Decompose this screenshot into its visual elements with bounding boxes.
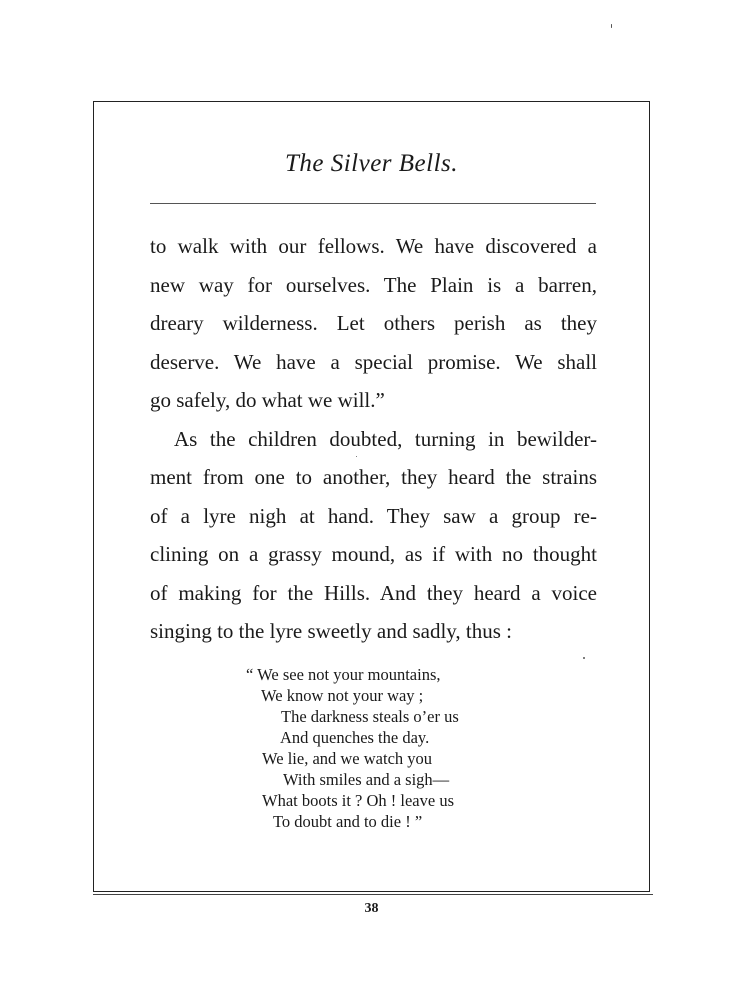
body-line: of making for the Hills. And they heard a voice (150, 580, 597, 605)
body-line: dreary wilderness. Let others perish as they (150, 311, 597, 335)
print-speck (356, 456, 357, 457)
body-text (150, 227, 597, 651)
body-line: As the children doubted, turning in bewilder- (174, 426, 597, 451)
poem-line: We lie, and we watch you (262, 749, 433, 768)
poem (246, 664, 459, 832)
poem-line: With smiles and a sigh— (283, 770, 450, 789)
body-line: to walk with our fellows. We have discovered a (150, 234, 597, 258)
body-line: go safely, do what we will.” (150, 388, 385, 412)
frame-bottom-rule (93, 894, 653, 895)
head-rule (150, 203, 596, 204)
body-line: of a lyre nigh at hand. They saw a group re- (150, 503, 597, 528)
body-line: new way for ourselves. The Plain is a barren, (150, 272, 597, 297)
poem-line: “ We see not your mountains, (246, 665, 441, 684)
body-line: singing to the lyre sweetly and sadly, thus : (150, 619, 513, 643)
poem-line: We know not your way ; (261, 686, 424, 705)
body-line: ment from one to another, they heard the strains (150, 465, 597, 489)
poem-line: The darkness steals o’er us (281, 707, 459, 726)
body-line: clining on a grassy mound, as if with no thought (150, 542, 597, 566)
print-speck (583, 657, 585, 659)
page-number: 38 (364, 901, 379, 916)
poem-line: What boots it ? Oh ! leave us (262, 791, 454, 810)
poem-line: And quenches the day. (280, 728, 430, 747)
poem-line: To doubt and to die ! ” (273, 812, 423, 831)
running-head: The Silver Bells. (284, 150, 459, 177)
print-speck (611, 24, 612, 28)
body-line: deserve. We have a special promise. We shall (150, 349, 597, 374)
